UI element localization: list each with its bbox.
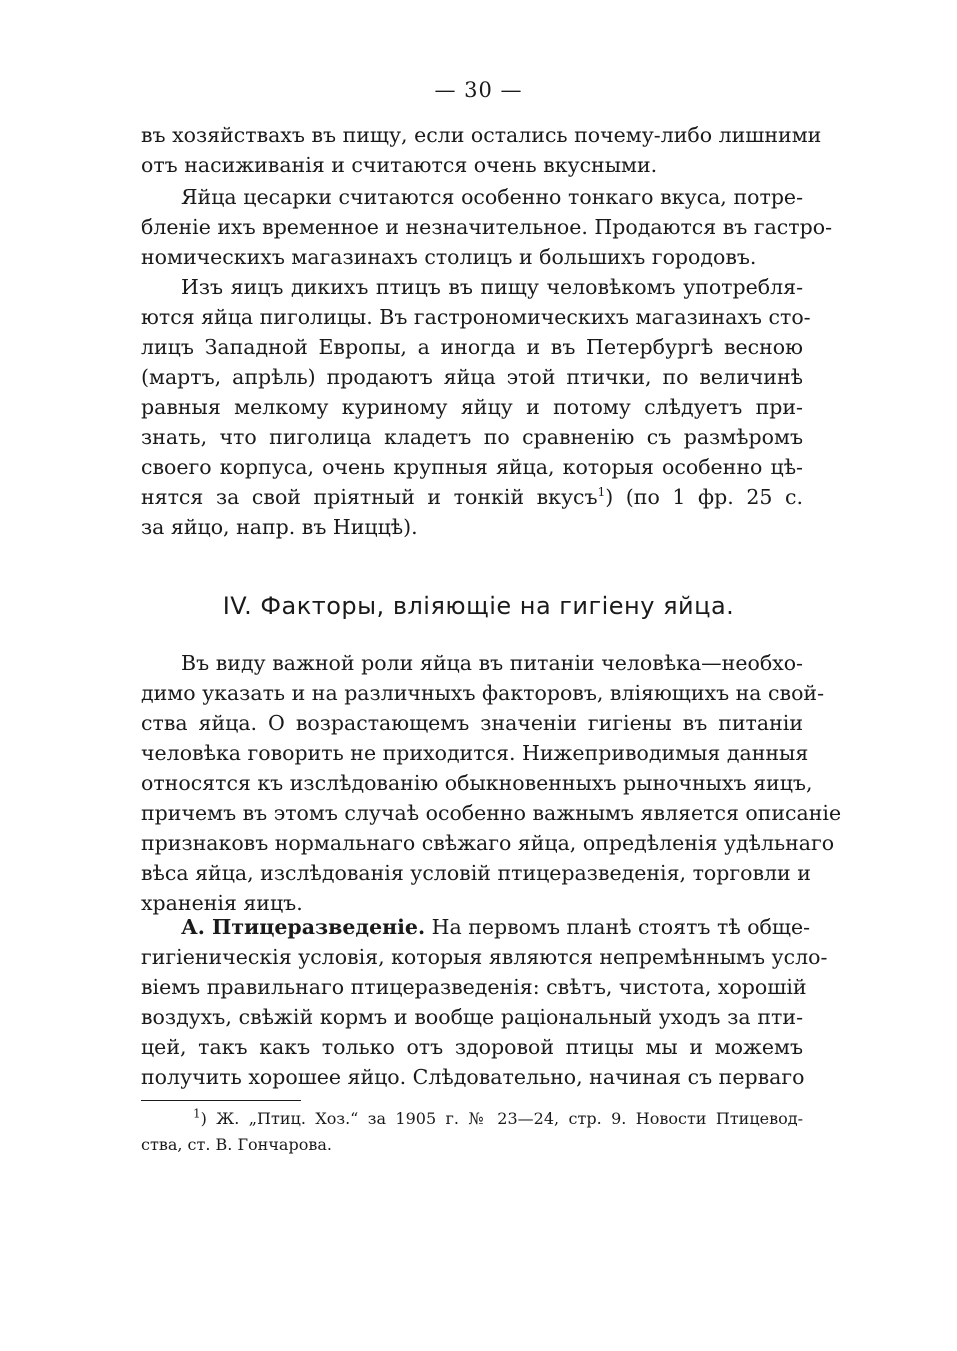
text-line: отъ насиживанія и считаются очень вкусными. — [141, 153, 658, 177]
paragraph-guinea-fowl-eggs — [141, 182, 833, 272]
text-fragment: нятся за свой пріятный и тонкій вкусъ — [141, 485, 598, 509]
text-line: причемъ въ этомъ случаѣ особенно важнымъ является описаніе — [141, 801, 842, 825]
text-line: Изъ яицъ дикихъ птицъ въ пищу человѣкомъ употребля- — [181, 275, 803, 299]
text-fragment: ) (по 1 фр. 25 с. — [605, 485, 803, 509]
text-line: храненія яицъ. — [141, 891, 303, 915]
text-line: признаковъ нормальнаго свѣжаго яйца, опредѣленія удѣльнаго — [141, 831, 835, 855]
footnote-marker: 1 — [193, 1106, 201, 1121]
text-line: гигіеническія условія, которыя являются непремѣннымъ усло- — [141, 945, 828, 969]
text-line: ства яйца. О возрастающемъ значеніи гигіены въ питаніи — [141, 711, 803, 735]
footnote — [141, 1106, 803, 1158]
text-fragment: На первомъ планѣ стоятъ тѣ обще- — [425, 915, 810, 939]
text-line: за яйцо, напр. въ Ниццѣ). — [141, 515, 418, 539]
text-line: димо указать и на различныхъ факторовъ, вліяющихъ на свой- — [141, 681, 824, 705]
text-line: воздухъ, свѣжій кормъ и вообще раціональный уходъ за пти- — [141, 1005, 803, 1029]
text-line: ются яйца пиголицы. Въ гастрономическихъ магазинахъ сто- — [141, 305, 811, 329]
text-line-with-footnote — [141, 482, 803, 512]
footnote-line: ства, ст. В. Гончарова. — [141, 1135, 332, 1154]
paragraph-lapwing-eggs — [141, 272, 811, 542]
text-line: бленіе ихъ временное и незначительное. Продаются въ гастро- — [141, 215, 833, 239]
text-line: относятся къ изслѣдованію обыкновенныхъ рыночныхъ яицъ, — [141, 771, 813, 795]
text-line: Въ виду важной роли яйца въ питаніи человѣка—необхо- — [181, 651, 803, 675]
text-line: віемъ правильнаго птицеразведенія: свѣтъ, чистота, хорошій — [141, 975, 807, 999]
text-line: номическихъ магазинахъ столицъ и большихъ городовъ. — [141, 245, 757, 269]
footnote-line — [141, 1106, 803, 1132]
text-line: вѣса яйца, изслѣдованія условій птицеразведенія, торговли и — [141, 861, 811, 885]
text-line: цей, такъ какъ только отъ здоровой птицы мы и можемъ — [141, 1035, 803, 1059]
footnote-divider — [141, 1100, 301, 1101]
text-line: (мартъ, апрѣль) продаютъ яйца этой птички, по величинѣ — [141, 365, 803, 389]
footnote-marker: 1 — [597, 485, 606, 500]
paragraph-section-intro — [141, 648, 842, 918]
text-line: знать, что пиголица кладетъ по сравненію съ размѣромъ — [141, 425, 803, 449]
text-line: человѣка говорить не приходится. Нижеприводимыя данныя — [141, 741, 809, 765]
subsection-title: А. Птицеразведеніе. — [181, 915, 426, 939]
text-line: Яйца цесарки считаются особенно тонкаго вкуса, потре- — [181, 185, 803, 209]
text-line: получить хорошее яйцо. Слѣдовательно, начиная съ перваго — [141, 1065, 805, 1089]
text-line: равныя мелкому куриному яйцу и потому слѣдуетъ при- — [141, 395, 803, 419]
paragraph-poultry-breeding — [141, 912, 828, 1092]
section-heading: IV. Факторы, вліяющіе на гигіену яйца. — [222, 592, 735, 620]
paragraph-continuation — [141, 120, 822, 180]
text-line: лицъ Западной Европы, а иногда и въ Петербургѣ весною — [141, 335, 803, 359]
text-line-with-bold-lead — [141, 912, 810, 942]
page-number: — 30 — — [434, 78, 523, 102]
text-fragment: ) Ж. „Птиц. Хоз.“ за 1905 г. № 23—24, стр. 9. Новости Птицевод- — [200, 1109, 803, 1128]
text-line: въ хозяйствахъ въ пищу, если остались почему-либо лишними — [141, 123, 822, 147]
text-line: своего корпуса, очень крупныя яйца, которыя особенно цѣ- — [141, 455, 803, 479]
